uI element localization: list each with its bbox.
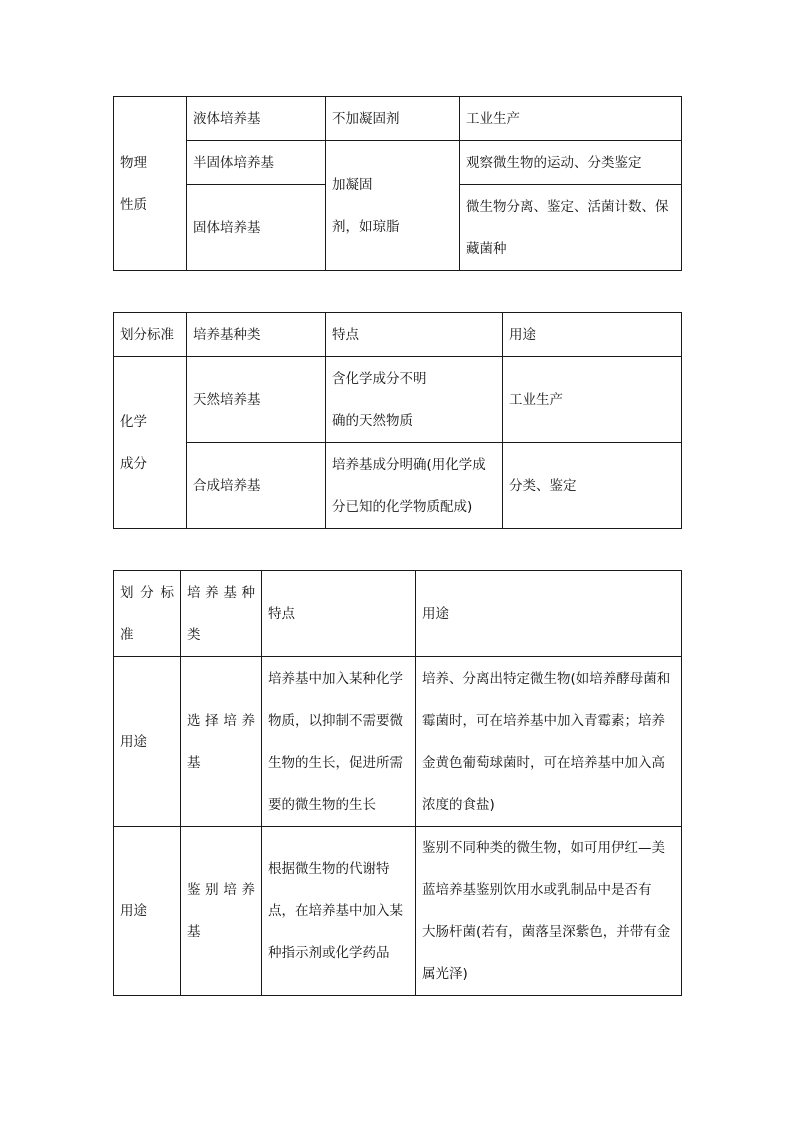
header-feature: 特点 — [326, 313, 503, 357]
header-line: 培养基种 — [187, 584, 255, 601]
category-cell: 用途 — [114, 827, 181, 996]
feature-line: 种指示剂或化学药品 — [268, 945, 390, 961]
use-line: 属光泽) — [422, 966, 468, 982]
header-use: 用途 — [503, 313, 682, 357]
feature-line: 要的微生物的生长 — [268, 796, 376, 813]
type-line: 基 — [187, 754, 201, 771]
feature-cell — [262, 657, 416, 827]
feature-line: 物质，以抑制不需要微 — [268, 712, 403, 729]
feature-line: 加凝固 — [332, 176, 373, 193]
feature-line: 分已知的化学物质配成) — [332, 498, 473, 515]
use-line: 鉴别不同种类的微生物，如可用伊红—美 — [422, 840, 665, 856]
feature-line: 根据微生物的代谢特 — [268, 861, 390, 877]
feature-line: 培养基中加入某种化学 — [268, 670, 403, 687]
use-cell: 观察微生物的运动、分类鉴定 — [460, 141, 682, 185]
use-table — [113, 570, 682, 996]
use-cell: 分类、鉴定 — [503, 443, 682, 529]
use-line: 浓度的食盐) — [422, 796, 495, 813]
category-cell — [114, 97, 187, 271]
category-line: 成分 — [120, 455, 147, 472]
feature-line: 确的天然物质 — [332, 412, 413, 429]
use-cell — [416, 827, 682, 996]
use-cell: 工业生产 — [460, 97, 682, 141]
feature-cell — [262, 827, 416, 996]
medium-type-cell — [181, 827, 262, 996]
header-feature: 特点 — [262, 571, 416, 657]
type-line: 选择培养 — [187, 712, 255, 729]
use-line: 藏菌种 — [466, 240, 507, 257]
use-line: 大肠杆菌(若有，菌落呈深紫色，并带有金 — [422, 924, 671, 940]
medium-type-cell — [181, 657, 262, 827]
use-line: 微生物分离、鉴定、活菌计数、保 — [466, 198, 669, 215]
header-line: 准 — [120, 626, 134, 643]
header-standard: 划分标准 — [114, 313, 187, 357]
type-line: 鉴别培养 — [187, 882, 255, 898]
category-line: 性质 — [120, 196, 147, 213]
feature-line: 培养基成分明确(用化学成 — [332, 456, 486, 473]
medium-type-cell: 半固体培养基 — [187, 141, 326, 185]
header-line: 类 — [187, 626, 201, 643]
header-use: 用途 — [416, 571, 682, 657]
use-line: 金黄色葡萄球菌时，可在培养基中加入高 — [422, 754, 665, 771]
feature-line: 含化学成分不明 — [332, 370, 427, 387]
header-type — [181, 571, 262, 657]
use-cell — [416, 657, 682, 827]
medium-type-cell: 液体培养基 — [187, 97, 326, 141]
header-standard — [114, 571, 181, 657]
use-line: 霉菌时，可在培养基中加入青霉素；培养 — [422, 712, 665, 729]
physical-property-table — [113, 96, 682, 271]
medium-type-cell: 合成培养基 — [187, 443, 326, 529]
use-cell: 工业生产 — [503, 357, 682, 443]
chemical-composition-table — [113, 312, 682, 529]
category-line: 物理 — [120, 154, 147, 171]
medium-type-cell: 固体培养基 — [187, 185, 326, 271]
use-line: 蓝培养基鉴别饮用水或乳制品中是否有 — [422, 882, 652, 898]
category-cell — [114, 357, 187, 529]
header-type: 培养基种类 — [187, 313, 326, 357]
use-cell — [460, 185, 682, 271]
feature-line: 点，在培养基中加入某 — [268, 903, 403, 919]
feature-cell: 不加凝固剂 — [326, 97, 460, 141]
merged-feature-cell — [326, 141, 460, 271]
feature-line: 剂，如琼脂 — [332, 218, 400, 235]
category-line: 化学 — [120, 413, 147, 430]
type-line: 基 — [187, 924, 201, 940]
feature-line: 生物的生长，促进所需 — [268, 754, 403, 771]
medium-type-cell: 天然培养基 — [187, 357, 326, 443]
header-line: 划分标 — [120, 584, 174, 601]
feature-cell — [326, 357, 503, 443]
feature-cell — [326, 443, 503, 529]
use-line: 培养、分离出特定微生物(如培养酵母菌和 — [422, 670, 671, 687]
category-cell: 用途 — [114, 657, 181, 827]
